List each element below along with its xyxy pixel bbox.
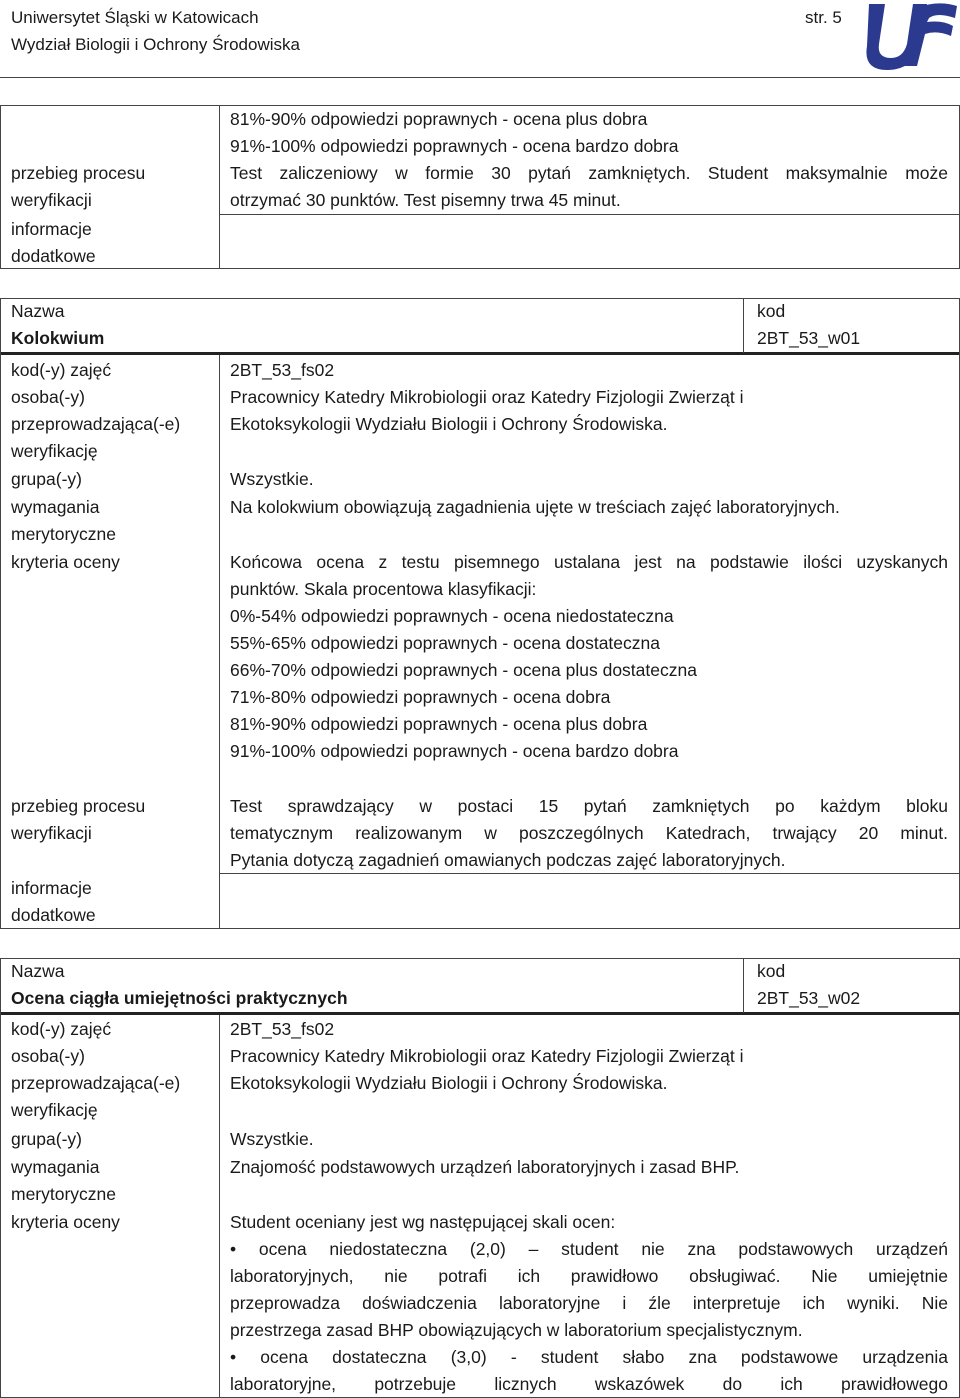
label-kod-zajec: kod(-y) zajęć — [11, 360, 112, 380]
label-przebieg: weryfikacji — [11, 190, 92, 210]
table-border — [0, 958, 960, 959]
przebieg-text: Test sprawdzający w postaci 15 pytań zamkniętych po każdym bloku — [230, 796, 948, 816]
label-info: dodatkowe — [11, 905, 96, 925]
label-grupa: grupa(-y) — [11, 1129, 82, 1149]
kod-label: kod — [757, 301, 786, 321]
label-osoba: osoba(-y) — [11, 387, 85, 407]
header-university: Uniwersytet Śląski w Katowicach — [11, 8, 259, 27]
label-osoba: przeprowadzająca(-e) — [11, 1073, 181, 1093]
wymagania-value: Znajomość podstawowych urządzeń laboratoryjnych i zasad BHP. — [230, 1157, 740, 1177]
label-przebieg: przebieg procesu — [11, 796, 146, 816]
kryteria-line: Końcowa ocena z testu pisemnego ustalana jest na podstawie ilości uzyskanych — [230, 552, 948, 572]
table-border — [743, 298, 744, 353]
przebieg-text: otrzymać 30 punktów. Test pisemny trwa 45 minut. — [230, 190, 621, 210]
kod-label: kod — [757, 961, 786, 981]
kryteria-line: 91%-100% odpowiedzi poprawnych - ocena bardzo dobra — [230, 741, 679, 761]
university-logo-icon — [857, 0, 960, 72]
label-przebieg: weryfikacji — [11, 823, 92, 843]
scale-line: 91%-100% odpowiedzi poprawnych - ocena bardzo dobra — [230, 136, 679, 156]
label-info: informacje — [11, 219, 92, 239]
przebieg-text: Pytania dotyczą zagadnień omawianych podczas zajęć laboratoryjnych. — [230, 850, 786, 870]
label-info: dodatkowe — [11, 246, 96, 266]
table-border — [0, 268, 960, 269]
table-border — [0, 105, 1, 268]
osoba-value: Pracownicy Katedry Mikrobiologii oraz Katedry Fizjologii Zwierząt i — [230, 1046, 744, 1066]
kod-value: 2BT_53_w01 — [757, 328, 861, 348]
grupa-value: Wszystkie. — [230, 469, 314, 489]
section-title: Ocena ciągła umiejętności praktycznych — [11, 988, 348, 1008]
kod-zajec-value: 2BT_53_fs02 — [230, 360, 335, 380]
kryteria-line: przeprowadza doświadczenia laboratoryjne i źle interpretuje ich wyniki. Nie — [230, 1293, 948, 1313]
kryteria-line: laboratoryjne, potrzebuje licznych wskazówek do ich prawidłowego — [230, 1374, 948, 1394]
kod-value: 2BT_53_w02 — [757, 988, 861, 1008]
label-wymagania: merytoryczne — [11, 524, 117, 544]
kod-zajec-value: 2BT_53_fs02 — [230, 1019, 335, 1039]
osoba-value: Pracownicy Katedry Mikrobiologii oraz Katedry Fizjologii Zwierząt i — [230, 387, 744, 407]
label-osoba: osoba(-y) — [11, 1046, 85, 1066]
label-kryteria: kryteria oceny — [11, 1212, 120, 1232]
table-border — [0, 928, 960, 929]
label-osoba: weryfikację — [11, 1100, 98, 1120]
label-grupa: grupa(-y) — [11, 469, 82, 489]
table-border — [219, 1015, 220, 1398]
table-border — [0, 298, 1, 928]
kryteria-line: 0%-54% odpowiedzi poprawnych - ocena niedostateczna — [230, 606, 674, 626]
kryteria-line: punktów. Skala procentowa klasyfikacji: — [230, 579, 537, 599]
header-rule — [0, 77, 960, 78]
label-info: informacje — [11, 878, 92, 898]
label-osoba: przeprowadzająca(-e) — [11, 414, 181, 434]
kryteria-line: Student oceniany jest wg następującej skali ocen: — [230, 1212, 616, 1232]
nazwa-label: Nazwa — [11, 301, 65, 321]
table-border — [0, 1012, 960, 1015]
kryteria-line: • ocena niedostateczna (2,0) – student nie zna podstawowych urządzeń — [230, 1239, 948, 1259]
table-border — [743, 958, 744, 1013]
table-border — [0, 958, 1, 1398]
kryteria-line: przestrzega zasad BHP obowiązujących w laboratorium specjalistycznym. — [230, 1320, 803, 1340]
label-wymagania: wymagania — [11, 497, 100, 517]
przebieg-text: Test zaliczeniowy w formie 30 pytań zamkniętych. Student maksymalnie może — [230, 163, 948, 183]
nazwa-label: Nazwa — [11, 961, 65, 981]
grupa-value: Wszystkie. — [230, 1129, 314, 1149]
kryteria-line: 66%-70% odpowiedzi poprawnych - ocena plus dostateczna — [230, 660, 697, 680]
kryteria-line: 55%-65% odpowiedzi poprawnych - ocena dostateczna — [230, 633, 660, 653]
kryteria-line: 71%-80% odpowiedzi poprawnych - ocena dobra — [230, 687, 611, 707]
osoba-value: Ekotoksykologii Wydziału Biologii i Ochrony Środowiska. — [230, 1073, 668, 1093]
table-border — [219, 214, 960, 215]
osoba-value: Ekotoksykologii Wydziału Biologii i Ochrony Środowiska. — [230, 414, 668, 434]
przebieg-text: tematycznym realizowanym w poszczególnych Katedrach, trwający 20 minut. — [230, 823, 948, 843]
header-faculty: Wydział Biologii i Ochrony Środowiska — [11, 35, 300, 54]
table-border — [219, 355, 220, 928]
label-wymagania: wymagania — [11, 1157, 100, 1177]
section-title: Kolokwium — [11, 328, 105, 348]
scale-line: 81%-90% odpowiedzi poprawnych - ocena plus dobra — [230, 109, 648, 129]
kryteria-line: • ocena dostateczna (3,0) - student słabo zna podstawowe urządzenia — [230, 1347, 948, 1367]
label-wymagania: merytoryczne — [11, 1184, 117, 1204]
kryteria-line: laboratoryjnych, nie potrafi ich prawidłowo obsługiwać. Nie umiejętnie — [230, 1266, 948, 1286]
wymagania-value: Na kolokwium obowiązują zagadnienia ujęte w treściach zajęć laboratoryjnych. — [230, 497, 840, 517]
label-przebieg: przebieg procesu — [11, 163, 146, 183]
table-border — [0, 352, 960, 355]
label-kryteria: kryteria oceny — [11, 552, 120, 572]
page-number: str. 5 — [805, 8, 842, 27]
table-border — [0, 298, 960, 299]
kryteria-line: 81%-90% odpowiedzi poprawnych - ocena plus dobra — [230, 714, 648, 734]
label-kod-zajec: kod(-y) zajęć — [11, 1019, 112, 1039]
table-border — [219, 105, 220, 268]
label-osoba: weryfikację — [11, 441, 98, 461]
